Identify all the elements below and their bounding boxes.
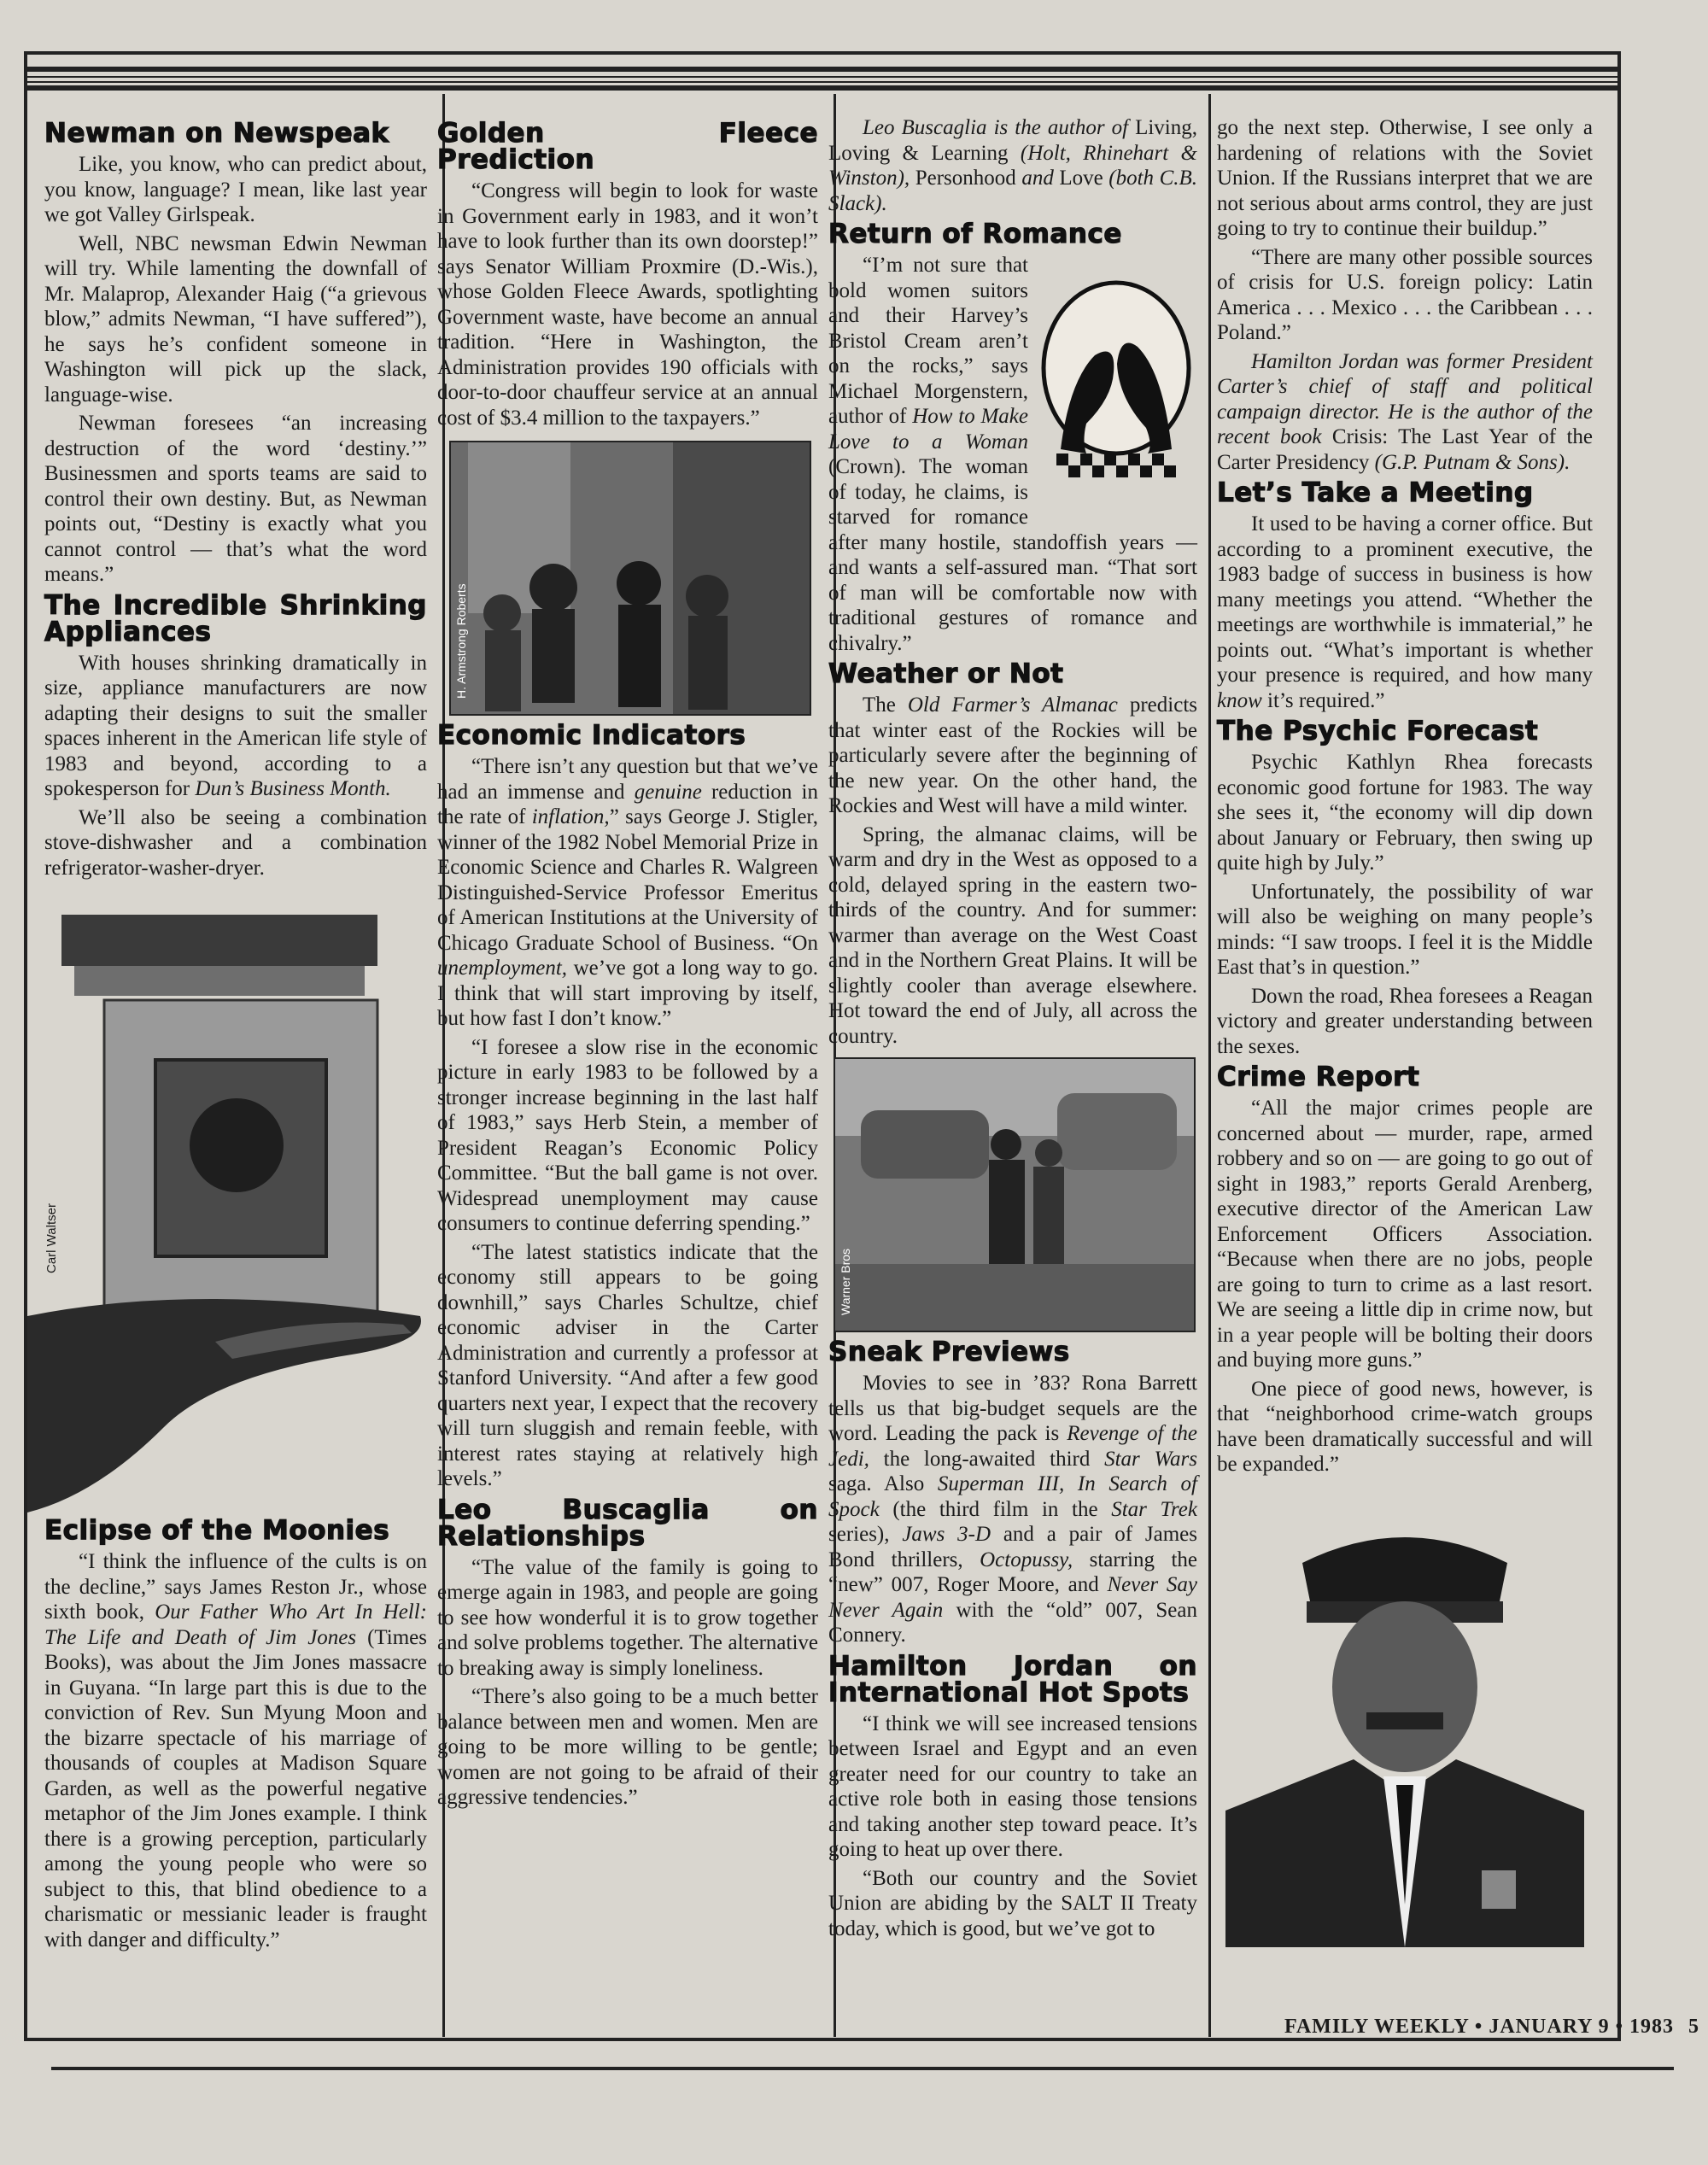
paragraph: “Congress will begin to look for waste in Government early in 1983, and it won’t have to look further than its own doorstep!” says Senator William Proxmire (D.-Wis.), whose Golden Fleece Awards, spotlighting Government waste, have become an annual tradition. “Here in Washington, the Administration provides 190 officials with door-to-door chauffeur service at an annual cost of $3.4 million to the taxpayers.” — [437, 179, 818, 430]
paragraph: “All the major crimes people are concerned about — murder, rape, armed robbery and so on — are going to go out of sight in 1983,” reports Gerald Arenberg, executive director of the American Law Enforcement Officers Association. “Because when there are no jobs, people are going to turn to crime as a last resort. We are seeing a little dip in crime now, but in a year people will be bolting their doors and buying more guns.” — [1217, 1097, 1593, 1372]
crowd-illustration — [451, 442, 810, 714]
headline-moonies: Eclipse of the Moonies — [44, 1515, 390, 1546]
headline-psychic: The Psychic Forecast — [1217, 716, 1539, 746]
page-number: 5 — [1688, 2016, 1699, 2038]
weather-photo — [834, 1057, 1196, 1332]
paragraph: Unfortunately, the possibility of war will also be weighing on many people’s minds: “I saw troops. I feel it is the Middle East that’s in question.” — [1217, 880, 1593, 979]
issue-year: 1983 — [1629, 2016, 1674, 2038]
paragraph: “I think the influence of the cults is on the decline,” says James Reston Jr., whose sixth book, Our Father Who Art In Hell: The Life and Death of Jim Jones (Times Books), was about the Jim Jones massacre in Guyana. “In large part this is due to the conviction of Rev. Sun Myung Moon and the bizarre spectacle of his marriage of thousands of couples at Madison Square Garden, as well as the powerful negative metaphor of the Jim Jones example. I think there is a growing perception, particularly among the young people who were so subject to this, that blind obedience to a charismatic or messianic leader is fraught with danger and difficulty.” — [44, 1550, 428, 1951]
paragraph: Like, you know, who can predict about, you know, language? I mean, like last year we got Valley Girlspeak. — [44, 153, 427, 226]
headline-fleece: Golden Fleece Prediction — [437, 118, 818, 175]
headline-crime: Crime Report — [1217, 1062, 1420, 1092]
fleece-photo — [449, 441, 811, 716]
paragraph: Well, NBC newsman Edwin Newman will try. While lamenting the downfall of Mr. Malaprop, Alexander Haig (“a grievous blow,” admits Newman, “I have suffered”), he says he’s confident someone in Washington will pick up the slack, language-wise. — [44, 231, 427, 407]
column-4 — [1217, 115, 1593, 1953]
issue-date: JANUARY 9 — [1489, 2016, 1610, 2038]
paragraph: “There’s also going to be a much better balance between men and women. Men are going to be more willing to be gentle; women are not going to be afraid of their aggressive tendencies.” — [437, 1685, 818, 1809]
appliance-photo — [44, 915, 427, 1513]
headline-jordan: Hamilton Jordan on International Hot Spots — [828, 1650, 1197, 1708]
paragraph: Down the road, Rhea foresees a Reagan victory and greater understanding between the sexes. — [1217, 984, 1593, 1058]
paragraph: Movies to see in ’83? Rona Barrett tells us that big-budget sequels are the word. Leading the pack is Revenge of the Jedi, the long-awaited third Star Wars saga. Also Superman III, In Search of Spock (the third film in the Star Trek series), Jaws 3-D and a pair of James Bond thrillers, Octopussy, starring the “new” 007, Roger Moore, and Never Say Never Again with the “old” 007, Sean Connery. — [828, 1372, 1198, 1647]
page-footer: FAMILY WEEKLY • JANUARY 9 • 1983 5 — [1284, 2016, 1699, 2038]
photo-credit: Carl Waltser — [44, 1203, 59, 1273]
headline-appliances: The Incredible Shrinking Appliances — [44, 589, 427, 647]
headline-sneak: Sneak Previews — [828, 1337, 1070, 1367]
paragraph: “The latest statistics indicate that the economy still appears to be going downhill,” says Charles Schultze, chief economic adviser in the Carter Administration and currently a professor at Stanford University. “And after a few good quarters next year, I expect that the recovery will turn sluggish and remain feeble, with interest rates staying at relatively high levels.” — [437, 1240, 818, 1490]
silhouette-oval — [1035, 278, 1197, 500]
headline-economic: Economic Indicators — [437, 720, 746, 751]
paragraph: We’ll also be seeing a combination stove-dishwasher and a combination refrigerator-washer-dryer. — [44, 805, 427, 880]
photo-credit: H. Armstrong Roberts — [454, 583, 468, 699]
column-rule — [1208, 94, 1211, 2037]
appliance-illustration — [27, 915, 429, 1513]
bottom-rule — [51, 2067, 1674, 2070]
author-bio: Hamilton Jordan was former President Carter’s chief of staff and political campaign director. He is the author of the recent book Crisis: The Last Year of the Carter Presidency (G.P. Putnam & Sons). — [1217, 349, 1594, 474]
paragraph: go the next step. Otherwise, I see only a hardening of relations with the Soviet Union. If the Russians interpret that we are not serious about arms control, they are just going to try to continue their buildup.” — [1217, 116, 1593, 240]
headline-meeting: Let’s Take a Meeting — [1217, 477, 1534, 508]
headline-weather: Weather or Not — [828, 658, 1064, 689]
headline-newman: Newman on Newspeak — [44, 118, 389, 149]
paragraph: “The value of the family is going to emerge again in 1983, and people are going to see how wonderful it is to grow together and solve problems together. The alternative to breaking away is simply loneliness. — [437, 1555, 818, 1680]
paragraph: “I foresee a slow rise in the economic picture in early 1983 to be followed by a stronger increase beginning in the last half of 1983,” says Herb Stein, a member of President Reagan’s Economic Policy Committee. “But the ball game is not over. Widespread unemployment may cause consumers to continue deferring spending.” — [437, 1035, 818, 1235]
column-1 — [44, 115, 427, 1956]
column-3 — [828, 115, 1197, 1945]
headline-romance: Return of Romance — [828, 219, 1122, 249]
paragraph: “There isn’t any question but that we’ve had an immense and genuine reduction in the rate of inflation,” says George J. Stigler, winner of the 1982 Nobel Memorial Prize in Economic Science and Charles R. Walgreen Distinguished-Service Professor Emeritus of American Institutions at the University of Chicago Graduate School of Business. “On unemployment, we’ve got a long way to go. I think that will start improving by itself, but how fast I don’t know.” — [437, 755, 818, 1030]
police-officer-illustration — [1225, 1503, 1593, 1954]
publication-name: FAMILY WEEKLY — [1284, 2016, 1469, 2038]
paragraph: One piece of good news, however, is that “neighborhood crime-watch groups have been dramatically successful and will be expanded.” — [1217, 1377, 1593, 1476]
paragraph: “I’m not sure that bold women suitors and their Harvey’s Bristol Cream aren’t on the rocks,” says Michael Morgenstern, author of How to Make Love to a Woman (Crown). The woman of today, he claims, is starved for romance after many hostile, standoffish years — and wants a self-assured man. “That sort of man will be comfortable now with traditional gestures of romance and chivalry.” — [828, 254, 1197, 655]
paragraph: Spring, the almanac claims, will be warm and dry in the West as opposed to a cold, delayed spring in the eastern two-thirds of the country. And for summer: warmer than average on the West Coast and in the Northern Great Plains. It will be slightly cooler than average elsewhere. Hot toward the end of July, all across the country. — [828, 822, 1197, 1048]
paragraph: Newman foresees “an increasing destruction of the word ‘destiny.’” Businessmen and sports teams are said to control their own destiny. But, as Newman points out, “Destiny is exactly what you cannot control — that’s what the word means.” — [44, 412, 427, 586]
paragraph: “Both our country and the Soviet Union are abiding by the SALT II Treaty today, which is good, but we’ve got to — [828, 1866, 1197, 1940]
paragraph: “I think we will see increased tensions between Israel and Egypt and an even greater need for our country to take an active role both in easing those tensions and taking another step toward peace. It’s going to heat up over there. — [828, 1712, 1197, 1861]
police-officer-icon — [1225, 1503, 1584, 1947]
paragraph: “There are many other possible sources of crisis for U.S. foreign policy: Latin America . . . Mexico . . . the Caribbean . . . Poland.” — [1217, 245, 1593, 344]
paragraph: It used to be having a corner office. But according to a prominent executive, the 1983 badge of success in business is how many meetings you attend. “Whether the meetings are worthwhile is immaterial,” he points out. “What’s important is whether your presence is required, and how many know it’s required.” — [1217, 512, 1593, 712]
kissing-silhouette-icon — [1035, 278, 1197, 500]
photo-credit: Warner Bros — [839, 1248, 852, 1315]
column-2 — [437, 115, 818, 1814]
author-bio: Leo Buscaglia is the author of Living, Loving & Learning (Holt, Rhinehart & Winston), Personhood and Love (both C.B. Slack). — [828, 116, 1198, 215]
paragraph: Psychic Kathlyn Rhea forecasts economic good fortune for 1983. The way she sees it, “the economy will dip down about January or February, then swing up quite high by July.” — [1217, 751, 1593, 875]
paragraph: The Old Farmer’s Almanac predicts that winter east of the Rockies will be particularly severe after the beginning of the new year. On the other hand, the Rockies and West will have a mild winter. — [828, 693, 1197, 817]
street-scene-illustration — [835, 1059, 1194, 1331]
paragraph: With houses shrinking dramatically in size, appliance manufacturers are now adapting their designs to suit the smaller spaces inherent in the American life style of 1983 and beyond, according to a spokesperson for Dun’s Business Month. — [44, 651, 427, 800]
headline-buscaglia: Leo Buscaglia on Relationships — [437, 1494, 818, 1552]
